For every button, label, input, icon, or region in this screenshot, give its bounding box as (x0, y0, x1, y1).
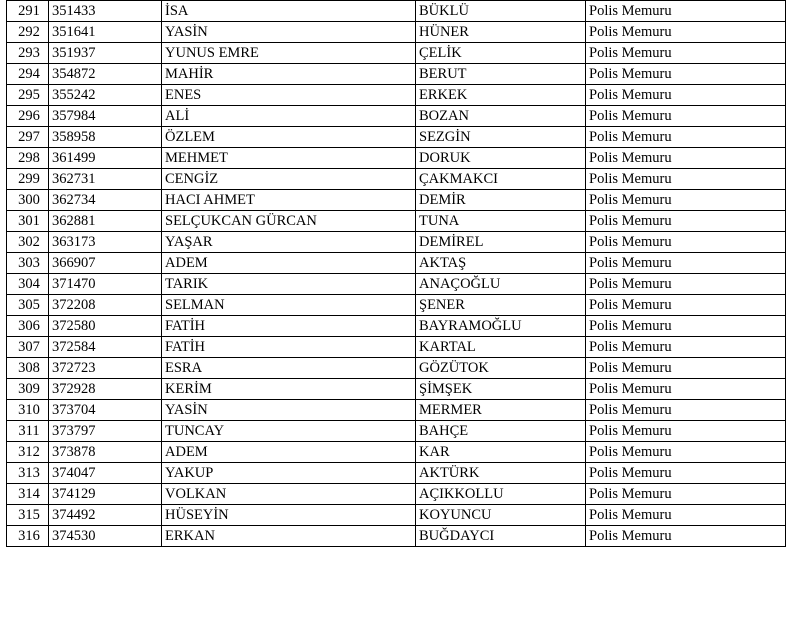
job-title: Polis Memuru (586, 463, 786, 484)
registry-id: 373704 (49, 400, 162, 421)
job-title: Polis Memuru (586, 400, 786, 421)
last-name: ANAÇOĞLU (416, 274, 586, 295)
registry-id: 355242 (49, 85, 162, 106)
table-row (7, 442, 786, 463)
last-name: BERUT (416, 64, 586, 85)
last-name: ERKEK (416, 85, 586, 106)
personnel-table-body (7, 0, 786, 547)
table-row (7, 43, 786, 64)
last-name: TUNA (416, 211, 586, 232)
row-number: 297 (7, 127, 49, 148)
job-title: Polis Memuru (586, 253, 786, 274)
job-title: Polis Memuru (586, 169, 786, 190)
job-title: Polis Memuru (586, 22, 786, 43)
table-row (7, 421, 786, 442)
registry-id: 374047 (49, 463, 162, 484)
table-row (7, 505, 786, 526)
job-title: Polis Memuru (586, 526, 786, 547)
registry-id: 361499 (49, 148, 162, 169)
first-name: TARIK (162, 274, 416, 295)
first-name: MEHMET (162, 148, 416, 169)
job-title: Polis Memuru (586, 1, 786, 22)
table-row (7, 463, 786, 484)
last-name: KOYUNCU (416, 505, 586, 526)
first-name: VOLKAN (162, 484, 416, 505)
last-name: BOZAN (416, 106, 586, 127)
first-name: YUNUS EMRE (162, 43, 416, 64)
last-name: GÖZÜTOK (416, 358, 586, 379)
table-row (7, 400, 786, 421)
registry-id: 374492 (49, 505, 162, 526)
registry-id: 374530 (49, 526, 162, 547)
job-title: Polis Memuru (586, 190, 786, 211)
last-name: AÇIKKOLLU (416, 484, 586, 505)
table-row (7, 274, 786, 295)
last-name: KARTAL (416, 337, 586, 358)
row-number: 301 (7, 211, 49, 232)
first-name: TUNCAY (162, 421, 416, 442)
row-number: 298 (7, 148, 49, 169)
row-number: 306 (7, 316, 49, 337)
last-name: AKTAŞ (416, 253, 586, 274)
last-name: ŞENER (416, 295, 586, 316)
registry-id: 366907 (49, 253, 162, 274)
row-number: 308 (7, 358, 49, 379)
first-name: SELÇUKCAN GÜRCAN (162, 211, 416, 232)
first-name: FATİH (162, 337, 416, 358)
job-title: Polis Memuru (586, 148, 786, 169)
registry-id: 362881 (49, 211, 162, 232)
registry-id: 351433 (49, 1, 162, 22)
job-title: Polis Memuru (586, 64, 786, 85)
registry-id: 362734 (49, 190, 162, 211)
registry-id: 357984 (49, 106, 162, 127)
first-name: HACI AHMET (162, 190, 416, 211)
job-title: Polis Memuru (586, 379, 786, 400)
job-title: Polis Memuru (586, 106, 786, 127)
last-name: ŞİMŞEK (416, 379, 586, 400)
row-number: 304 (7, 274, 49, 295)
table-row (7, 358, 786, 379)
registry-id: 373797 (49, 421, 162, 442)
row-number: 315 (7, 505, 49, 526)
registry-id: 363173 (49, 232, 162, 253)
personnel-table (6, 0, 786, 547)
first-name: ADEM (162, 253, 416, 274)
first-name: YASİN (162, 400, 416, 421)
registry-id: 372723 (49, 358, 162, 379)
registry-id: 351641 (49, 22, 162, 43)
job-title: Polis Memuru (586, 85, 786, 106)
registry-id: 371470 (49, 274, 162, 295)
row-number: 296 (7, 106, 49, 127)
first-name: İSA (162, 1, 416, 22)
job-title: Polis Memuru (586, 505, 786, 526)
first-name: CENGİZ (162, 169, 416, 190)
row-number: 302 (7, 232, 49, 253)
registry-id: 362731 (49, 169, 162, 190)
table-row (7, 190, 786, 211)
table-row (7, 526, 786, 547)
last-name: BÜKLÜ (416, 1, 586, 22)
table-row (7, 169, 786, 190)
last-name: SEZGİN (416, 127, 586, 148)
table-row (7, 148, 786, 169)
registry-id: 354872 (49, 64, 162, 85)
last-name: BAYRAMOĞLU (416, 316, 586, 337)
registry-id: 374129 (49, 484, 162, 505)
row-number: 311 (7, 421, 49, 442)
registry-id: 372580 (49, 316, 162, 337)
row-number: 309 (7, 379, 49, 400)
table-row (7, 295, 786, 316)
table-row (7, 1, 786, 22)
last-name: KAR (416, 442, 586, 463)
first-name: YAKUP (162, 463, 416, 484)
table-row (7, 211, 786, 232)
row-number: 314 (7, 484, 49, 505)
first-name: HÜSEYİN (162, 505, 416, 526)
job-title: Polis Memuru (586, 442, 786, 463)
table-row (7, 253, 786, 274)
job-title: Polis Memuru (586, 43, 786, 64)
table-row (7, 232, 786, 253)
first-name: ALİ (162, 106, 416, 127)
table-row (7, 64, 786, 85)
registry-id: 372928 (49, 379, 162, 400)
first-name: YAŞAR (162, 232, 416, 253)
job-title: Polis Memuru (586, 232, 786, 253)
row-number: 313 (7, 463, 49, 484)
last-name: ÇELİK (416, 43, 586, 64)
row-number: 310 (7, 400, 49, 421)
last-name: AKTÜRK (416, 463, 586, 484)
row-number: 307 (7, 337, 49, 358)
job-title: Polis Memuru (586, 358, 786, 379)
row-number: 292 (7, 22, 49, 43)
first-name: FATİH (162, 316, 416, 337)
row-number: 291 (7, 1, 49, 22)
row-number: 299 (7, 169, 49, 190)
first-name: ÖZLEM (162, 127, 416, 148)
first-name: ENES (162, 85, 416, 106)
job-title: Polis Memuru (586, 295, 786, 316)
table-row (7, 337, 786, 358)
registry-id: 373878 (49, 442, 162, 463)
job-title: Polis Memuru (586, 274, 786, 295)
first-name: SELMAN (162, 295, 416, 316)
row-number: 316 (7, 526, 49, 547)
first-name: ADEM (162, 442, 416, 463)
last-name: BAHÇE (416, 421, 586, 442)
last-name: DEMİR (416, 190, 586, 211)
first-name: ESRA (162, 358, 416, 379)
registry-id: 351937 (49, 43, 162, 64)
first-name: KERİM (162, 379, 416, 400)
first-name: MAHİR (162, 64, 416, 85)
row-number: 300 (7, 190, 49, 211)
job-title: Polis Memuru (586, 127, 786, 148)
first-name: ERKAN (162, 526, 416, 547)
table-row (7, 106, 786, 127)
registry-id: 372584 (49, 337, 162, 358)
row-number: 303 (7, 253, 49, 274)
job-title: Polis Memuru (586, 421, 786, 442)
row-number: 294 (7, 64, 49, 85)
last-name: DORUK (416, 148, 586, 169)
table-row (7, 127, 786, 148)
row-number: 305 (7, 295, 49, 316)
table-row (7, 22, 786, 43)
job-title: Polis Memuru (586, 316, 786, 337)
first-name: YASİN (162, 22, 416, 43)
last-name: HÜNER (416, 22, 586, 43)
last-name: MERMER (416, 400, 586, 421)
job-title: Polis Memuru (586, 484, 786, 505)
last-name: BUĞDAYCI (416, 526, 586, 547)
table-row (7, 379, 786, 400)
row-number: 295 (7, 85, 49, 106)
row-number: 312 (7, 442, 49, 463)
job-title: Polis Memuru (586, 211, 786, 232)
registry-id: 372208 (49, 295, 162, 316)
table-row (7, 316, 786, 337)
table-row (7, 484, 786, 505)
last-name: ÇAKMAKCI (416, 169, 586, 190)
table-row (7, 85, 786, 106)
registry-id: 358958 (49, 127, 162, 148)
job-title: Polis Memuru (586, 337, 786, 358)
last-name: DEMİREL (416, 232, 586, 253)
row-number: 293 (7, 43, 49, 64)
